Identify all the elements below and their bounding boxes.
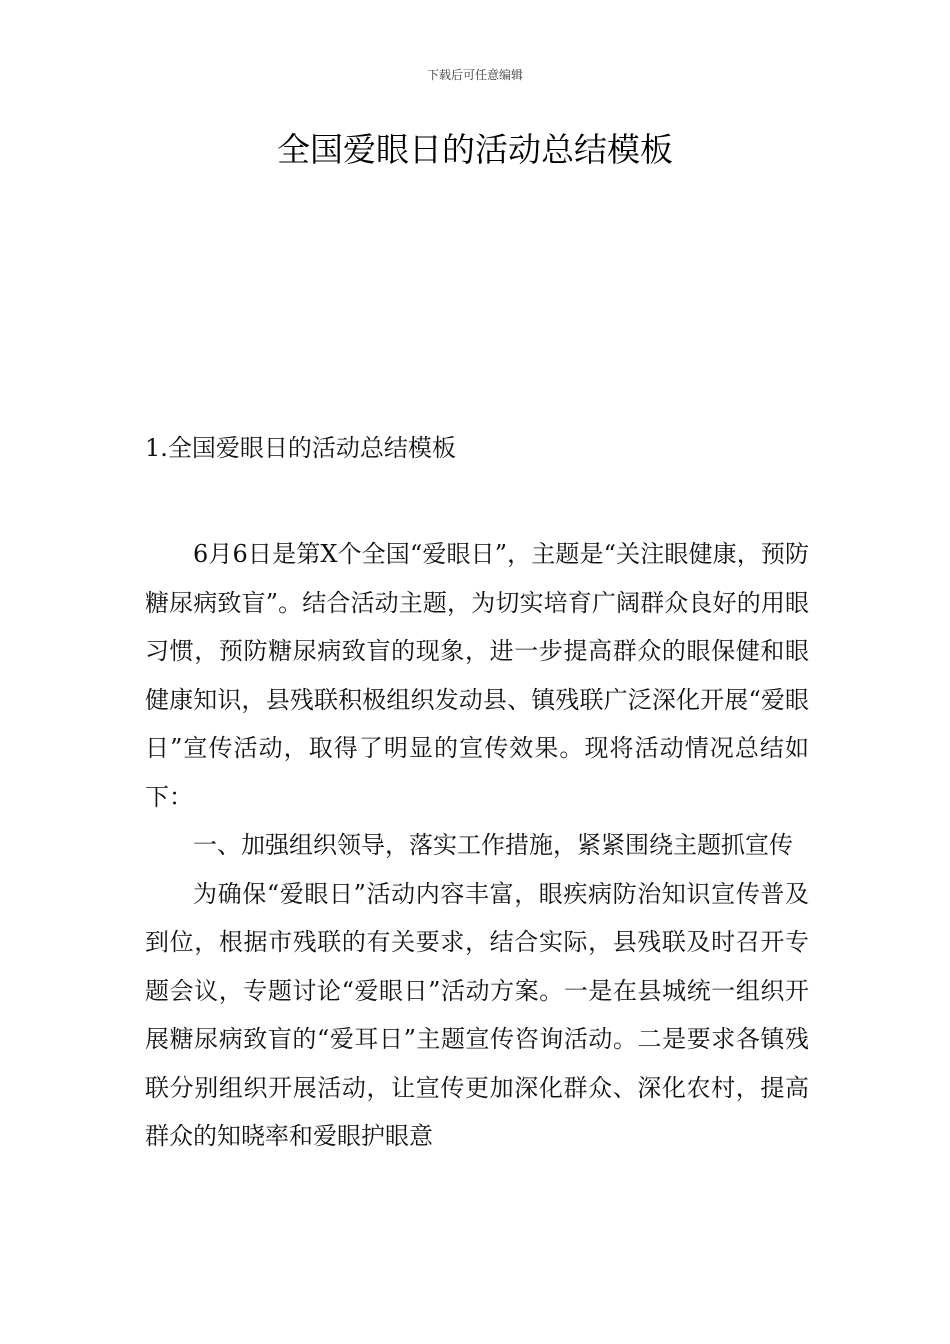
body-text (145, 530, 809, 1161)
paragraph-intro: 6月6日是第X个全国“爱眼日”，主题是“关注眼健康，预防糖尿病致盲”。结合活动主题，为切实培育广阔群众良好的用眼习惯，预防糖尿病致盲的现象，进一步提高群众的眼保健和眼健康知识，县残联积极组织发动县、镇残联广泛深化开展“爱眼日”宣传活动，取得了明显的宣传效果。现将活动情况总结如下： (145, 540, 809, 811)
document-title: 全国爱眼日的活动总结模板 (277, 130, 673, 169)
paragraph-measures: 为确保“爱眼日”活动内容丰富，眼疾病防治知识宣传普及到位，根据市残联的有关要求，结合实际，县残联及时召开专题会议，专题讨论“爱眼日”活动方案。一是在县城统一组织开展糖尿病致盲的“爱耳日”主题宣传咨询活动。二是要求各镇残联分别组织开展活动，让宣传更加深化群众、深化农村，提高群众的知晓率和爱眼护眼意 (145, 879, 809, 1150)
section-heading: 1.全国爱眼日的活动总结模板 (145, 434, 456, 462)
header-note: 下载后可任意编辑 (426, 68, 523, 82)
paragraph-subheading: 一、加强组织领导，落实工作措施，紧紧围绕主题抓宣传 (193, 831, 793, 859)
